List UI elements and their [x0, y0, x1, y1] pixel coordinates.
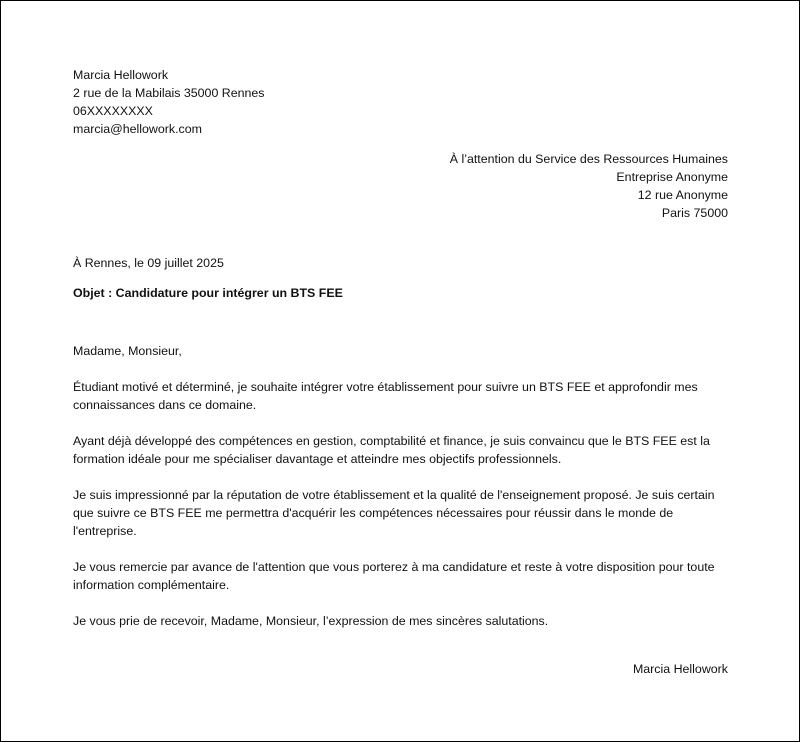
body-paragraph-4: Je vous remercie par avance de l'attention que vous porterez à ma candidature et reste à votre disposition pour toute information complémentaire.	[73, 560, 715, 592]
sender-name: Marcia Hellowork	[73, 68, 169, 82]
letter-subject: Objet : Candidature pour intégrer un BTS FEE	[73, 286, 343, 300]
body-paragraph-2: Ayant déjà développé des compétences en gestion, comptabilité et finance, je suis convaincu que le BTS FEE est la formation idéale pour me spécialiser davantage et atteindre mes objectifs professionnels.	[73, 434, 710, 466]
sender-email: marcia@hellowork.com	[73, 122, 202, 136]
recipient-city: Paris 75000	[661, 206, 728, 220]
salutation: Madame, Monsieur,	[73, 344, 182, 358]
closing-paragraph: Je vous prie de recevoir, Madame, Monsieur, l’expression de mes sincères salutations.	[73, 614, 549, 628]
recipient-attention: À l’attention du Service des Ressources Humaines	[449, 152, 728, 166]
recipient-company: Entreprise Anonyme	[616, 170, 728, 184]
sender-address: 2 rue de la Mabilais 35000 Rennes	[73, 86, 265, 100]
body-paragraph-1: Étudiant motivé et déterminé, je souhaite intégrer votre établissement pour suivre un BTS FEE et approfondir mes connaissances dans ce domaine.	[73, 380, 698, 412]
signature: Marcia Hellowork	[632, 662, 728, 676]
sender-phone: 06XXXXXXXX	[73, 104, 153, 118]
letter-body	[73, 342, 733, 648]
recipient-street: 12 rue Anonyme	[637, 188, 728, 202]
letter-date: À Rennes, le 09 juillet 2025	[73, 256, 224, 270]
body-paragraph-3: Je suis impressionné par la réputation de votre établissement et la qualité de l'enseignement proposé. Je suis certain que suivre ce BTS FEE me permettra d'acquérir les compétences nécessaires pour réussir dans le monde de l'entreprise.	[73, 488, 715, 538]
recipient-block	[450, 150, 728, 222]
sender-block	[73, 66, 265, 138]
